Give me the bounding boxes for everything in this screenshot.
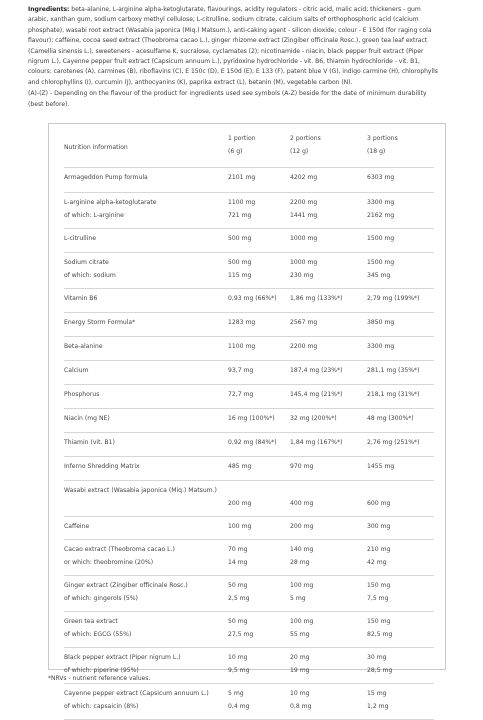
header-label: Nutrition information — [64, 144, 128, 151]
nutrient-amount: 100 mg — [290, 582, 314, 589]
nutrient-name-cell — [64, 684, 228, 720]
nutrient-amount: 1100 mg — [228, 343, 256, 350]
nutrient-amount: 0,8 mg — [290, 703, 312, 710]
nutrient-amount: 600 mg — [367, 500, 391, 507]
nutrient-name: Caffeine — [64, 523, 90, 530]
header-portion-2-title: 2 portions — [290, 135, 321, 142]
nutrient-amount: 4202 mg — [290, 174, 318, 181]
portion-2-cell — [290, 457, 367, 481]
portion-1-cell — [228, 168, 290, 193]
table-row — [64, 193, 434, 229]
table-row — [64, 684, 434, 720]
nutrient-amount: 3300 mg — [367, 343, 395, 350]
nutrient-name: Wasabi extract (Wasabia japonica (Miq.) Matsum.) — [64, 487, 217, 494]
portion-3-cell — [367, 361, 434, 385]
nutrient-amount: 2200 mg — [290, 343, 318, 350]
nutrient-subname: of which: sodium — [64, 272, 116, 279]
portion-2-cell — [290, 409, 367, 433]
nutrient-amount: 115 mg — [228, 272, 252, 279]
nutrient-amount: 100 mg — [228, 523, 252, 530]
nutrient-amount: 0,93 mg (66%*) — [228, 295, 277, 302]
nutrient-amount: 210 mg — [367, 546, 391, 553]
ingredients-text: beta-alanine, L-arginine alpha-ketoglutarate, flavourings, acidity regulators - citric acid, malic acid; thickeners - gum arabic, xanthan gum, sodium carboxy methyl cellulose; L-citrulline, sodium citrate, calcium salts of orthophosphoric acid (calcium phosphate), wasabi root extract (Wasabia japonica (Miq.) Matsum.), anti-caking agent - silicon dioxide; colour - E 150d (for raging cola flavour); caffeine, cocoa seed extract (Theobroma cacao L.), ginger rhizome extract (Zingiber officinale Rosc.), green tea leaf extract (Camellia sinensis L.), sweeteners - acesulfame K, sucralose, cyclamates (2); nicotinamide - niacin, black pepper fruit extract (Piper nigrum L.), Cayenne pepper fruit extract (Capsicum annuum L.), pyridoxine hydrochloride - vit. B6, thiamin hydrochloride - vit. B1, colours: carotenes (A), carmines (B), riboflavins (C), E 150c (D), E 150d (E), E 133 (F), patent blue V (G), indigo carmine (H), chlorophylls and chlorophyllins (I), curcumin (J), anthocyanins (K), paprika extract (L), betanin (M), vegetable carbon (N). — [28, 6, 438, 86]
nutrient-amount: 145,4 mg (21%*) — [290, 391, 343, 398]
nutrient-name-cell — [64, 576, 228, 612]
nutrient-amount: 5 mg — [290, 595, 306, 602]
header-portion-2 — [290, 132, 367, 168]
nutrient-name: Beta-alanine — [64, 343, 103, 350]
nutrient-name: Sodium citrate — [64, 259, 109, 266]
nutrient-amount — [228, 484, 290, 497]
nutrient-amount: 500 mg — [228, 259, 252, 266]
portion-1-cell — [228, 385, 290, 409]
nutrient-amount: 1100 mg — [228, 199, 256, 206]
nutrient-amount: 1,86 mg (133%*) — [290, 295, 343, 302]
portion-2-cell — [290, 337, 367, 361]
portion-1-cell — [228, 433, 290, 457]
nutrient-amount: 3300 mg — [367, 199, 395, 206]
table-row — [64, 481, 434, 517]
nutrient-amount: 1000 mg — [290, 259, 318, 266]
nutrient-amount: 7,5 mg — [367, 595, 389, 602]
portion-3-cell — [367, 409, 434, 433]
nutrient-amount: 0,4 mg — [228, 703, 250, 710]
nutrient-amount: 970 mg — [290, 463, 314, 470]
nutrient-name-cell — [64, 361, 228, 385]
table-row — [64, 229, 434, 253]
portion-1-cell — [228, 648, 290, 684]
nutrient-amount: 32 mg (200%*) — [290, 415, 337, 422]
header-portion-3-weight: (18 g) — [367, 148, 386, 155]
portion-1-cell — [228, 289, 290, 313]
nutrient-amount: 2101 mg — [228, 174, 256, 181]
portion-1-cell — [228, 253, 290, 289]
nutrient-name-cell — [64, 612, 228, 648]
nutrient-amount: 50 mg — [228, 618, 248, 625]
portion-3-cell — [367, 433, 434, 457]
nutrient-amount: 281,1 mg (35%*) — [367, 367, 420, 374]
portion-3-cell — [367, 337, 434, 361]
table-header-row — [64, 132, 434, 168]
nutrient-amount: 150 mg — [367, 582, 391, 589]
portion-2-cell — [290, 289, 367, 313]
portion-2-cell — [290, 481, 367, 517]
nutrient-name-cell — [64, 517, 228, 540]
nutrient-amount: 2200 mg — [290, 199, 318, 206]
nutrient-subname: of which: piperine (95%) — [64, 667, 139, 674]
portion-1-cell — [228, 540, 290, 576]
nutrient-name: Inferno Shredding Matrix — [64, 463, 140, 470]
portion-1-cell — [228, 457, 290, 481]
nutrient-amount: 72,7 mg — [228, 391, 254, 398]
nutrient-name-cell — [64, 385, 228, 409]
nutrient-amount: 48 mg (300%*) — [367, 415, 414, 422]
portion-3-cell — [367, 457, 434, 481]
nutrient-name: Phosphorus — [64, 391, 100, 398]
nutrient-amount: 50 mg — [228, 582, 248, 589]
nutrient-amount: 1500 mg — [367, 235, 395, 242]
portion-2-cell — [290, 576, 367, 612]
nutrient-amount: 82,5 mg — [367, 631, 393, 638]
table-row — [64, 337, 434, 361]
portion-3-cell — [367, 648, 434, 684]
nutrient-amount: 1500 mg — [367, 259, 395, 266]
nutrient-amount: 6303 mg — [367, 174, 395, 181]
nutrient-amount: 5 mg — [228, 690, 244, 697]
nutrient-name-cell — [64, 229, 228, 253]
nutrient-amount: 9,5 mg — [228, 667, 250, 674]
portion-2-cell — [290, 168, 367, 193]
table-row — [64, 168, 434, 193]
portion-2-cell — [290, 648, 367, 684]
nutrient-amount: 2,76 mg (251%*) — [367, 439, 420, 446]
nutrient-amount: 16 mg (100%*) — [228, 415, 275, 422]
header-portion-1-weight: (6 g) — [228, 148, 243, 155]
portion-3-cell — [367, 540, 434, 576]
table-row — [64, 457, 434, 481]
portion-2-cell — [290, 684, 367, 720]
nutrient-amount: 218,1 mg (31%*) — [367, 391, 420, 398]
nutrient-subname: of which: capsaicin (8%) — [64, 703, 139, 710]
portion-2-cell — [290, 433, 367, 457]
portion-3-cell — [367, 481, 434, 517]
nutrient-name: Niacin (mg NE) — [64, 415, 110, 422]
nutrient-amount: 10 mg — [290, 690, 310, 697]
portion-3-cell — [367, 576, 434, 612]
nutrient-name-cell — [64, 457, 228, 481]
table-row — [64, 313, 434, 337]
nutrient-amount: 3850 mg — [367, 319, 395, 326]
nutrient-amount: 230 mg — [290, 272, 314, 279]
nutrient-amount: 345 mg — [367, 272, 391, 279]
nutrient-name: Thiamin (vit. B1) — [64, 439, 115, 446]
nutrient-amount: 150 mg — [367, 618, 391, 625]
ingredients-paragraph — [28, 5, 441, 88]
nutrient-amount: 0,92 mg (84%*) — [228, 439, 277, 446]
nutrient-name: Calcium — [64, 367, 89, 374]
nutrient-subname: of which: L-arginine — [64, 212, 124, 219]
table-row — [64, 517, 434, 540]
portion-3-cell — [367, 612, 434, 648]
nutrient-name: Black pepper extract (Piper nigrum L.) — [64, 654, 181, 661]
nutrient-name-cell — [64, 193, 228, 229]
nutrient-name-cell — [64, 168, 228, 193]
nutrient-amount: 55 mg — [290, 631, 310, 638]
portion-1-cell — [228, 612, 290, 648]
nutrient-amount: 28 mg — [290, 559, 310, 566]
nutrient-amount: 19 mg — [290, 667, 310, 674]
nutrient-amount: 2567 mg — [290, 319, 318, 326]
nutrient-amount: 15 mg — [367, 690, 387, 697]
portion-1-cell — [228, 576, 290, 612]
table-row — [64, 540, 434, 576]
portion-2-cell — [290, 385, 367, 409]
flavour-note: (A)-(Z) - Depending on the flavour of the product for ingredients used see symbols (A-Z) beside for the date of minimum durability (best before). — [28, 90, 427, 108]
nutrient-amount: 1441 mg — [290, 212, 318, 219]
table-row — [64, 409, 434, 433]
portion-3-cell — [367, 289, 434, 313]
portion-1-cell — [228, 684, 290, 720]
nutrient-name-cell — [64, 409, 228, 433]
ingredients-label: Ingredients: — [28, 6, 70, 13]
portion-1-cell — [228, 229, 290, 253]
portion-2-cell — [290, 361, 367, 385]
portion-1-cell — [228, 193, 290, 229]
nutrient-amount: 200 mg — [290, 523, 314, 530]
nutrient-name: Vitamin B6 — [64, 295, 98, 302]
portion-3-cell — [367, 193, 434, 229]
nutrient-amount: 187,4 mg (23%*) — [290, 367, 343, 374]
nutrient-name: Ginger extract (Zingiber officinale Rosc.) — [64, 582, 188, 589]
nutrient-amount: 2,5 mg — [228, 595, 250, 602]
nutrient-name-cell — [64, 253, 228, 289]
portion-2-cell — [290, 612, 367, 648]
nutrient-name-cell — [64, 481, 228, 517]
table-row — [64, 289, 434, 313]
nutrient-subname: or which: theobromine (20%) — [64, 559, 154, 566]
nutrition-table — [64, 132, 434, 720]
portion-2-cell — [290, 540, 367, 576]
nutrient-subname — [64, 497, 228, 510]
nutrient-amount: 500 mg — [228, 235, 252, 242]
nutrient-amount: 28,5 mg — [367, 667, 393, 674]
nutrient-name: Green tea extract — [64, 618, 118, 625]
nutrient-amount: 30 mg — [367, 654, 387, 661]
nutrient-amount: 2162 mg — [367, 212, 395, 219]
nutrient-name: L-arginine alpha-ketoglutarate — [64, 199, 157, 206]
nutrient-name-cell — [64, 337, 228, 361]
portion-1-cell — [228, 517, 290, 540]
header-label-cell — [64, 132, 228, 168]
table-row — [64, 253, 434, 289]
nutrient-name-cell — [64, 540, 228, 576]
portion-2-cell — [290, 229, 367, 253]
header-portion-3 — [367, 132, 434, 168]
header-portion-3-title: 3 portions — [367, 135, 398, 142]
nutrient-amount: 1000 mg — [290, 235, 318, 242]
header-portion-1 — [228, 132, 290, 168]
nutrient-name: L-citrulline — [64, 235, 96, 242]
portion-2-cell — [290, 253, 367, 289]
nutrient-amount: 14 mg — [228, 559, 248, 566]
nutrient-amount: 1,84 mg (167%*) — [290, 439, 343, 446]
table-row — [64, 612, 434, 648]
header-portion-2-weight: (12 g) — [290, 148, 309, 155]
nutrient-name: Cacao extract (Theobroma cacao L.) — [64, 546, 175, 553]
table-row — [64, 433, 434, 457]
table-row — [64, 385, 434, 409]
nutrient-name: Energy Storm Formula* — [64, 319, 136, 326]
product-info-page — [0, 5, 483, 710]
nutrient-amount: 42 mg — [367, 559, 387, 566]
nutrient-amount — [367, 484, 434, 497]
portion-3-cell — [367, 168, 434, 193]
nutrient-amount: 140 mg — [290, 546, 314, 553]
nutrient-amount: 1,2 mg — [367, 703, 389, 710]
portion-1-cell — [228, 337, 290, 361]
nutrient-amount: 93,7 mg — [228, 367, 254, 374]
header-portion-1-title: 1 portion — [228, 135, 256, 142]
nutrient-amount — [290, 484, 367, 497]
nrv-footnote: *NRVs - nutrient reference values. — [48, 675, 151, 682]
portion-2-cell — [290, 193, 367, 229]
portion-2-cell — [290, 517, 367, 540]
nutrient-name: Armageddon Pump formula — [64, 174, 148, 181]
nutrient-amount: 27,5 mg — [228, 631, 254, 638]
nutrient-amount: 1455 mg — [367, 463, 395, 470]
nutrient-name-cell — [64, 433, 228, 457]
nutrient-subname: of which: EGCG (55%) — [64, 631, 132, 638]
portion-3-cell — [367, 385, 434, 409]
table-row — [64, 361, 434, 385]
portion-3-cell — [367, 229, 434, 253]
nutrient-name: Cayenne pepper extract (Capsicum annuum L.) — [64, 690, 209, 697]
nutrient-amount: 300 mg — [367, 523, 391, 530]
nutrient-amount: 485 mg — [228, 463, 252, 470]
nutrient-subname: of which: gingerols (5%) — [64, 595, 138, 602]
portion-2-cell — [290, 313, 367, 337]
nutrient-amount: 100 mg — [290, 618, 314, 625]
table-row — [64, 576, 434, 612]
nutrient-amount: 200 mg — [228, 500, 252, 507]
portion-3-cell — [367, 517, 434, 540]
nutrient-amount: 70 mg — [228, 546, 248, 553]
nutrition-table-body — [64, 132, 434, 720]
portion-1-cell — [228, 313, 290, 337]
nutrient-amount: 10 mg — [228, 654, 248, 661]
portion-3-cell — [367, 253, 434, 289]
nutrient-name-cell — [64, 289, 228, 313]
nutrient-amount: 400 mg — [290, 500, 314, 507]
portion-1-cell — [228, 409, 290, 433]
portion-1-cell — [228, 361, 290, 385]
nutrient-amount: 20 mg — [290, 654, 310, 661]
portion-3-cell — [367, 313, 434, 337]
portion-3-cell — [367, 684, 434, 720]
nutrient-amount: 2,79 mg (199%*) — [367, 295, 420, 302]
nutrient-amount: 1283 mg — [228, 319, 256, 326]
nutrient-amount: 721 mg — [228, 212, 252, 219]
nutrient-name-cell — [64, 313, 228, 337]
portion-1-cell — [228, 481, 290, 517]
